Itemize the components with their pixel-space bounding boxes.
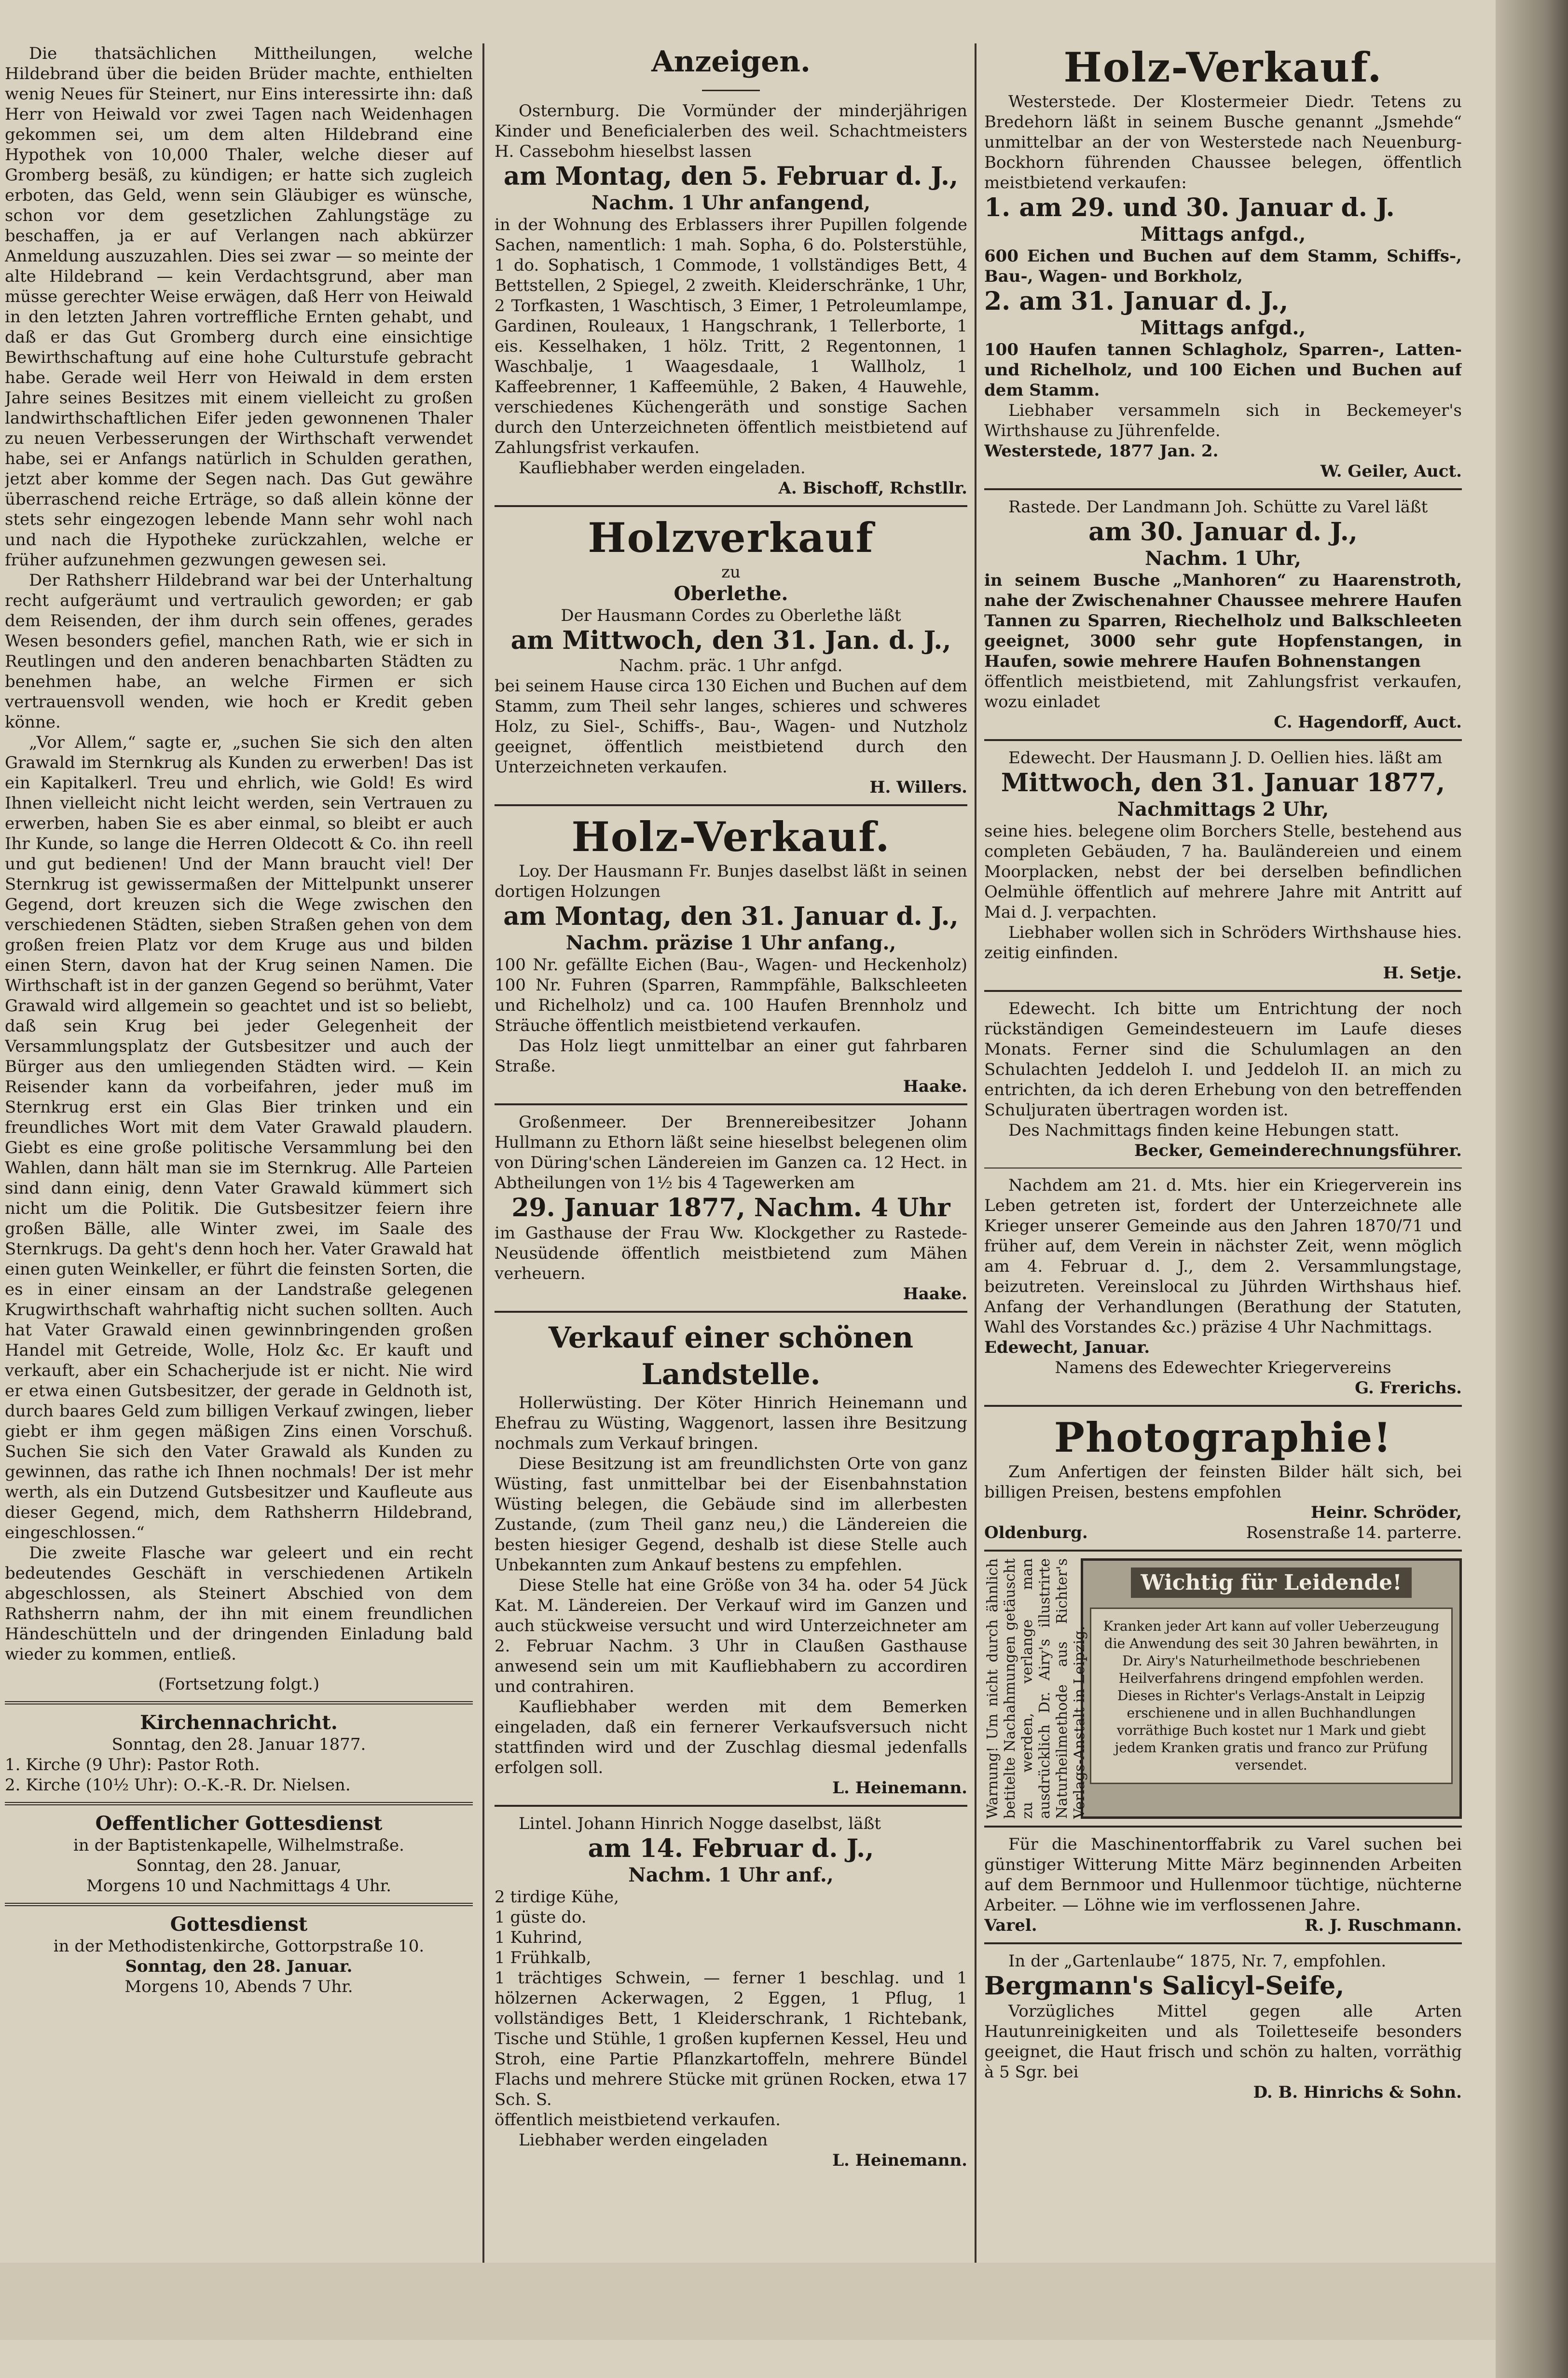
divider xyxy=(495,505,967,507)
ad-kriegerverein xyxy=(984,1175,1462,1398)
divider xyxy=(495,1103,967,1105)
ad-time: Nachm. 1 Uhr, xyxy=(1145,547,1301,570)
ad-place: Westerstede, 1877 Jan. 2. xyxy=(984,441,1219,461)
column-3 xyxy=(984,43,1462,2103)
ad-signature: Becker, Gemeinderechnungsführer. xyxy=(1134,1141,1462,1160)
ad-illustration-text: Kranken jeder Art kann auf voller Ueberzeugung die Anwendung des seit 30 Jahren bewährten, in Dr. Airy's Naturheilmethode beschriebenen Heilverfahrens dringend empfohlen werden. Dieses in Richter's Verlags-Anstalt in Leipzig erschienene und in allen Buchhandlungen vorräthige Buch kostet nur 1 Mark und giebt jedem Kranken gratis und franco zur Prüfung versendet. xyxy=(1090,1608,1453,1784)
divider xyxy=(495,804,967,806)
divider xyxy=(984,1405,1462,1407)
service-title: Gottesdienst xyxy=(170,1913,308,1936)
service-date: Sonntag, den 28. Januar, xyxy=(136,1856,342,1875)
ad-city: Oldenburg. xyxy=(984,1523,1088,1542)
ad-footer: Liebhaber werden eingeladen xyxy=(519,2131,768,2150)
ad-item: 1 Kuhrind, xyxy=(495,1928,583,1947)
ad-body: seine hies. belegene olim Borchers Stelle, bestehend aus completen Gebäuden, 7 ha. Bauländereien und einem Moorplacken, nebst der bei derselben befindlichen Oelmühle öffentlich auf mehrere Jahre mit Antritt auf Mai d. J. verpachten. xyxy=(984,822,1462,922)
divider xyxy=(984,1550,1462,1552)
ad-footer: öffentlich meistbietend, mit Zahlungsfrist verkaufen, wozu einladet xyxy=(984,672,1462,712)
divider xyxy=(495,1311,967,1313)
ad-body: in der Wohnung des Erblassers ihrer Pupillen folgende Sachen, namentlich: 1 mah. Sopha, 6 do. Polsterstühle, 1 do. Sophatisch, 1 Commode, 1 vollständiges Bett, 4 Bettstellen, 2 Spiegel, 2 zweith. Kleiderschränke, 1 Uhr, 2 Torfkasten, 1 Waschtisch, 3 Eimer, 1 Petroleumlampe, Gardinen, Rouleaux, 1 Hangschrank, 1 Tellerborte, 1 eis. Kesselhaken, 1 hölz. Tritt, 2 Regentonnen, 1 Waschbalje, 1 Waagesdaale, 1 Wallholz, 1 Kaffeebrenner, 1 Kaffeemühle, 2 Baken, 4 Hauwehle, verschiedenes Küchengeräth und sonstige Sachen durch den Unterzeichneten öffentlich meistbietend auf Zahlungsfrist verkaufen. xyxy=(495,215,967,457)
ad-photographie xyxy=(984,1414,1462,1543)
story-text xyxy=(5,43,473,1664)
service-title: Oeffentlicher Gottesdienst xyxy=(95,1812,383,1835)
ad-holzverkauf-oberlethe xyxy=(495,514,967,797)
ad-text: zu xyxy=(721,563,741,582)
ad-signature: L. Heinemann. xyxy=(832,1778,967,1798)
ad-text: Loy. Der Hausmann Fr. Bunjes daselbst läßt in seinen dortigen Holzungen xyxy=(495,862,967,901)
ad-headline: Holzverkauf xyxy=(588,514,874,562)
ad-signature: H. Willers. xyxy=(869,778,967,797)
service-notice-methodist xyxy=(5,1913,473,1997)
ad-item: 2 tirdige Kühe, xyxy=(495,1887,619,1907)
ad-body: Diese Stelle hat eine Größe von 34 ha. oder 54 Jück Kat. M. Ländereien. Der Verkauf wird im Ganzen und auch stückweise versucht und wird Unterzeichneter am 2. Februar Nachm. 3 Uhr in Claußen Gasthause anwesend sein um mit Kaufliebhabern zu accordiren und contrahiren. xyxy=(495,1576,967,1696)
ad-item: 1 Frühkalb, xyxy=(495,1948,591,1967)
ad-body: in seinem Busche „Manhoren“ zu Haarenstroth, nahe der Zwischenahner Chaussee mehrere Haufen Tannen zu Sparren, Riechelholz und Balkschleeten geeignet, 3000 sehr gute Hopfenstangen, in Haufen, sowie mehrere Haufen Bohnenstangen xyxy=(984,571,1462,671)
ad-signature: Heinr. Schröder, xyxy=(1310,1503,1462,1522)
ad-text: Hollerwüsting. Der Köter Hinrich Heinemann und Ehefrau zu Wüsting, Waggenort, lassen ihre Besitzung nochmals zum Verkauf bringen. xyxy=(495,1393,967,1453)
ad-date: 1. am 29. und 30. Januar d. J. xyxy=(984,193,1395,222)
ad-text: Edewecht. Ich bitte um Entrichtung der noch rückständigen Gemeindesteuern im Laufe dieses Monats. Ferner sind die Schulumlagen an den Schulachten Jeddeloh I. und Jeddeloh II. an mich zu entrichten, da ich deren Erhebung von den betreffenden Schuljuraten übertragen worden ist. xyxy=(984,999,1462,1120)
ad-place: Oberlethe. xyxy=(674,582,788,605)
ad-signature: G. Frerichs. xyxy=(1355,1378,1462,1398)
ad-text: Lintel. Johann Hinrich Nogge daselbst, läßt xyxy=(519,1814,881,1833)
ad-signature: D. B. Hinrichs & Sohn. xyxy=(1253,2083,1462,2102)
ad-time: Nachmittags 2 Uhr, xyxy=(1117,798,1329,821)
ad-illustration-title: Wichtig für Leidende! xyxy=(1131,1567,1411,1598)
ad-text: Nachdem am 21. d. Mts. hier ein Kriegerverein ins Leben getreten ist, fordert der Unterzeichnete alle Krieger unserer Gemeinde aus den Jahren 1870/71 und früher auf, dem Verein in nächster Zeit, wenn möglich am 4. Februar d. J., dem 2. Versammlungstage, beizutreten. Vereinslocal zu Jührden Wirthshaus hief. Anfang der Verhandlungen (Berathung der Statuten, Wahl des Vorstandes &c.) präzise 4 Uhr Nachmittags. xyxy=(984,1176,1462,1337)
ad-headline: Photographie! xyxy=(1054,1414,1392,1461)
ad-body: Kaufliebhaber werden mit dem Bemerken eingeladen, daß ein fernerer Verkaufsversuch nicht stattfinden wird und der Zuschlag diesmal jedenfalls erfolgen soll. xyxy=(495,1697,967,1777)
ad-body: bei seinem Hause circa 130 Eichen und Buchen auf dem Stamm, zum Theil sehr langes, schieres und schweres Holz, zu Siel-, Schiffs-, Bau-, Wagen- und Nutzholz geeignet, öffentlich meistbietend durch den Unterzeichneten verkaufen. xyxy=(495,676,967,777)
divider xyxy=(984,1942,1462,1944)
divider xyxy=(5,1701,473,1704)
ad-text: Der Hausmann Cordes zu Oberlethe läßt xyxy=(561,606,901,625)
column-1 xyxy=(5,43,473,1997)
ad-text: Für die Maschinentorffabrik zu Varel suchen bei günstiger Witterung Mitte März beginnenden Arbeiten auf dem Bernmoor und Hullenmoor tüchtige, nüchterne Arbeiter. — Löhne wie im verflossenen Jahre. xyxy=(984,1835,1462,1915)
ad-illustration xyxy=(1081,1558,1462,1819)
ad-city: Varel. xyxy=(984,1916,1037,1935)
ad-text: In der „Gartenlaube“ 1875, Nr. 7, empfohlen. xyxy=(1008,1952,1387,1971)
ad-text: Edewecht. Der Hausmann J. D. Oellien hies. läßt am xyxy=(1008,748,1443,768)
ad-text: Osternburg. Die Vormünder der minderjährigen Kinder und Beneficialerben des weil. Schachtmeisters H. Cassebohm hieselbst lassen xyxy=(495,101,967,161)
service-time: Morgens 10 und Nachmittags 4 Uhr. xyxy=(86,1876,392,1896)
ad-grossenmeer xyxy=(495,1112,967,1304)
church-notice-title: Kirchennachricht. xyxy=(140,1711,338,1734)
ad-footer: Kaufliebhaber werden eingeladen. xyxy=(519,458,806,478)
ad-headline: Verkauf einer schönen Landstelle. xyxy=(548,1321,914,1391)
ad-date: 29. Januar 1877, Nachm. 4 Uhr xyxy=(511,1193,950,1223)
service-notice-baptist xyxy=(5,1812,473,1896)
service-time: Morgens 10, Abends 7 Uhr. xyxy=(124,1977,353,1996)
ad-address: Rosenstraße 14. parterre. xyxy=(1246,1523,1462,1542)
ad-signature: L. Heinemann. xyxy=(832,2151,967,2170)
ad-date: am Mittwoch, den 31. Jan. d. J., xyxy=(510,626,951,655)
story-paragraph: Der Rathsherr Hildebrand war bei der Unterhaltung recht aufgeräumt und vertraulich geworden; er gab dem Reisenden, der ihm durch sein offenes, gerades Wesen besonders gefiel, manchen Rath, wie er sich in Reutlingen und den anderen benachbarten Städten zu benehmen habe, an welche Firmen er sich vertrauensvoll wenden, wie hoch er Kredit geben könne. xyxy=(5,571,473,732)
page-bottom-margin xyxy=(0,2263,1496,2340)
ad-text: Westerstede. Der Klostermeier Diedr. Tetens zu Bredehorn läßt in seinem Busche genannt „Jsmehde“ unmittelbar an der von Westerstede nach Neuenburg-Bockhorn führenden Chaussee belegen, öffentlich meistbietend verkaufen: xyxy=(984,92,1462,192)
ad-date: am Montag, den 5. Februar d. J., xyxy=(503,162,959,191)
ad-osternburg xyxy=(495,101,967,498)
ad-signature: R. J. Ruschmann. xyxy=(1305,1916,1462,1935)
ad-time: Nachm. 1 Uhr anfangend, xyxy=(591,192,871,214)
column-2 xyxy=(495,43,967,2171)
ad-time: Nachm. 1 Uhr anf., xyxy=(628,1864,834,1886)
ad-side-text: Warnung! Um nicht durch ähnlich betitelte Nachahmungen getäuscht zu werden, verlange man ausdrücklich Dr. Airy's illustrirte Naturheilmethode aus Richter's Verlags-Anstalt in Leipzig. xyxy=(984,1558,1088,1819)
church-notice-line: 1. Kirche (9 Uhr): Pastor Roth. xyxy=(5,1755,260,1774)
ad-footer: Das Holz liegt unmittelbar an einer gut fahrbaren Straße. xyxy=(495,1036,967,1076)
ad-date: am Montag, den 31. Januar d. J., xyxy=(503,902,959,931)
story-paragraph: Die zweite Flasche war geleert und ein recht bedeutendes Geschäft in verschiedenen Artikeln abgeschlossen, als Steinert Abschied von dem Rathsherrn nahm, der ihn mit einem freundlichen Händeschütteln und der dringenden Einladung bald wieder zu kommen, entließ. xyxy=(5,1543,473,1664)
ad-item: 1 trächtiges Schwein, — ferner 1 beschlag. und 1 hölzernen Ackerwagen, 2 Eggen, 1 Pflug, 1 vollständiges Bett, 1 Kleiderschrank, 1 Richtebank, Tische und Stühle, 1 großen kupfernen Kessel, Heu und Stroh, eine Partie Pflanzkartoffeln, mehrere Bündel Flachs und mehrere Stücke mit grünen Rocken, etwa 17 Sch. S. xyxy=(495,1968,967,2109)
ad-headline: Holz-Verkauf. xyxy=(571,813,891,861)
ad-date: am 14. Februar d. J., xyxy=(588,1834,874,1863)
divider xyxy=(984,990,1462,992)
story-paragraph: „Vor Allem,“ sagte er, „suchen Sie sich den alten Grawald im Sternkrug als Kunden zu erwerben! Das ist ein Kapitalkerl. Treu und ehrlich, wie Gold! Es wird Ihnen vielleicht nicht leicht werden, sein Vertrauen zu erwerben, haben Sie es aber einmal, so bleibt er auch Ihr Kunde, so lange die Herren Oldecott & Co. ihn reell und gut bedienen! Und der Mann braucht viel! Der Sternkrug ist gewissermaßen der Mittelpunkt unserer Gegend, dort kreuzen sich die Wege zwischen den verschiedenen Städten, sieben Straßen gehen von dem großen freien Platz vor dem Kruge aus und bilden einen Stern, davon hat der Krug seinen Namen. Die Wirthschaft ist in der ganzen Gegend so berühmt, Vater Grawald wird allgemein so geachtet und ist so beliebt, daß sein Krug bei jeder Gelegenheit der Versammlungsplatz der Gutsbesitzer und auch der Bürger aus den umliegenden Städten wird. — Kein Reisender kann da vorbeifahren, jeder muß im Sternkrug erst ein Glas Bier trinken und ein freundliches Wort mit dem Vater Grawald plaudern. Giebt es eine große politische Versammlung bei den Wahlen, dann hält man sie im Sternkrug. Alle Parteien sind dann einig, denn Vater Grawald kümmert sich nicht um die Politik. Die Gutsbesitzer feiern ihre großen Bälle, alle Winter zwei, im Saale des Sternkrugs. Da geht's denn hoch her. Vater Grawald hat einen guten Weinkeller, er führt die feinsten Sorten, die es in einer einsam an der Landstraße gelegenen Krugwirthschaft wahrhaftig nicht suchen sollten. Auch hat Vater Grawald einen gewinnbringenden großen Handel mit Getreide, Wolle, Holz &c. Er kauft und verkauft, aber ein Schacherjude ist er nicht. Nie wird er etwa einen Gutsbesitzer, der gerade in Geldnoth ist, durch baares Geld zum billigen Verkauf zwingen, lieber giebt er ihm gegen mäßigen Zins einen Vorschuß. Suchen Sie sich den Vater Grawald als Kunden zu gewinnen, das rathe ich Ihnen nochmals! Der ist mehr werth, als ein Dutzend Gutsbesitzer und Kaufleute aus dieser Gegend, mich, dem Rathsherrn Hildebrand, eingeschlossen.“ xyxy=(5,733,473,1542)
ad-place: Edewecht, Januar. xyxy=(984,1338,1150,1357)
ad-footer: Namens des Edewechter Kriegervereins xyxy=(1055,1358,1391,1377)
ad-text: Großenmeer. Der Brennereibesitzer Johann Hullmann zu Ethorn läßt seine hieselbst belegenen olim von Düring'schen Ländereien im Ganzen ca. 12 Hect. in Abtheilungen von 1½ bis 4 Tagewerken am xyxy=(495,1113,967,1193)
ad-rastede xyxy=(984,497,1462,732)
ad-maschinentorf xyxy=(984,1834,1462,1936)
divider xyxy=(984,739,1462,741)
ad-time: Mittags anfgd., xyxy=(1140,223,1306,246)
ad-signature: C. Hagendorff, Auct. xyxy=(1274,713,1462,732)
ad-body: Diese Besitzung ist am freundlichsten Orte von ganz Wüsting, fast unmittelbar bei der Eisenbahnstation Wüsting belegen, die Gebäude sind im allerbesten Zustande, (zum Theil ganz neu,) die Ländereien die besten hiesiger Gegend, deshalb ist diese Stelle auch Unbekannten zum Ankauf bestens zu empfehlen. xyxy=(495,1454,967,1575)
ad-body: 600 Eichen und Buchen auf dem Stamm, Schiffs-, Bau-, Wagen- und Borkholz, xyxy=(984,247,1462,286)
ad-lintel xyxy=(495,1814,967,2171)
ad-date: Mittwoch, den 31. Januar 1877, xyxy=(1001,768,1445,797)
ad-time: Mittags anfgd., xyxy=(1140,316,1306,339)
service-date: Sonntag, den 28. Januar. xyxy=(125,1957,353,1976)
ad-footer: Liebhaber versammeln sich in Beckemeyer's Wirthshause zu Jührenfelde. xyxy=(984,401,1462,440)
section-header: Anzeigen. xyxy=(651,45,811,79)
ad-signature: H. Setje. xyxy=(1383,963,1462,983)
story-paragraph: Die thatsächlichen Mittheilungen, welche Hildebrand über die beiden Brüder machte, enthielten wenig Neues für Steinert, nur Eins interessirte ihn: daß Herr von Heiwald vor zwei Tagen nach Weidenhagen gekommen sei, um dem alten Hildebrand eine Hypothek von 10,000 Thaler, welche dieser auf Gromberg besäß, zu kündigen; er hatte sich zugleich erboten, das Geld, wenn sein Gläubiger es wünsche, schon vor dem gesetzlichen Zahlungstäge zu beschaffen, ja er auf Verlangen nach abkürzer Anmeldung auszuzahlen. Dies sei zwar — so meinte der alte Hildebrand — kein Verdachtsgrund, aber man müsse gerechter Weise erwägen, daß Herr von Heiwald in den letzten Jahren vortreffliche Ernten gehabt, und daß er das Gut Gromberg durch eine einsichtige Bewirthschaftung auf eine hohe Culturstufe gebracht habe. Gerade weil Herr von Heiwald in dem ersten Jahre seines Besitzes mit einem vielleicht zu großen landwirthschaftlichen Eifer jeden gewonnenen Thaler zu neuen Verbesserungen der Wirthschaft verwendet habe, sei er Anfangs natürlich in Schulden gerathen, jetzt aber komme der Segen nach. Das Gut gewähre überraschend reiche Erträge, so daß allein könne der stets sehr eingezogen lebende Mann sehr wohl nach und nach die Hypotheke zurückzahlen, welche er früher aufzunehmen gezwungen gewesen sei. xyxy=(5,44,473,570)
ad-headline: Holz-Verkauf. xyxy=(1063,43,1383,91)
divider xyxy=(5,1903,473,1906)
ad-signature: W. Geiler, Auct. xyxy=(1320,462,1462,481)
ad-headline: Bergmann's Salicyl-Seife, xyxy=(984,1971,1345,2001)
ad-holz-verkauf-loy xyxy=(495,813,967,1097)
ad-signature: A. Bischoff, Rchstllr. xyxy=(778,479,967,498)
ad-airy-naturheilmethode xyxy=(984,1558,1462,1819)
ad-date: am 30. Januar d. J., xyxy=(1088,517,1358,547)
church-notice-line: 2. Kirche (10½ Uhr): O.-K.-R. Dr. Nielsen. xyxy=(5,1775,351,1795)
church-notice xyxy=(5,1711,473,1795)
ad-landstelle xyxy=(495,1320,967,1798)
ad-footer: öffentlich meistbietend verkaufen. xyxy=(495,2110,781,2130)
ad-text: Rastede. Der Landmann Joh. Schütte zu Varel läßt xyxy=(1008,497,1428,517)
divider xyxy=(984,488,1462,490)
continuation-note: (Fortsetzung folgt.) xyxy=(158,1675,320,1694)
page-fold-shadow xyxy=(1496,0,1568,2378)
ad-salicyl-seife xyxy=(984,1951,1462,2103)
ad-date: 2. am 31. Januar d. J., xyxy=(984,287,1289,316)
ad-body: Des Nachmittags finden keine Hebungen statt. xyxy=(1008,1121,1400,1140)
ad-item: 1 güste do. xyxy=(495,1908,587,1927)
ad-signature: Haake. xyxy=(903,1077,967,1096)
ad-edewecht-oellien xyxy=(984,748,1462,983)
column-rule xyxy=(482,43,484,2263)
ad-time: Nachm. präc. 1 Uhr anfgd. xyxy=(619,656,843,675)
service-place: in der Methodistenkirche, Gottorpstraße 10. xyxy=(53,1937,425,1956)
church-notice-date: Sonntag, den 28. Januar 1877. xyxy=(111,1735,366,1754)
divider xyxy=(5,1802,473,1805)
ad-text: Zum Anfertigen der feinsten Bilder hält sich, bei billigen Preisen, bestens empfohlen xyxy=(984,1462,1462,1502)
ad-time: Nachm. präzise 1 Uhr anfang., xyxy=(565,932,896,954)
divider xyxy=(984,1826,1462,1828)
divider xyxy=(702,90,760,91)
ad-body: Vorzügliches Mittel gegen alle Arten Hautunreinigkeiten und als Toiletteseife besonders geeignet, die Haut frisch und schön zu halten, vorräthig à 5 Sgr. bei xyxy=(984,2002,1462,2082)
ad-holz-verkauf-westerstede xyxy=(984,43,1462,481)
column-rule xyxy=(975,43,977,2263)
ad-footer: Liebhaber wollen sich in Schröders Wirthshause hies. zeitig einfinden. xyxy=(984,923,1462,962)
service-place: in der Baptistenkapelle, Wilhelmstraße. xyxy=(73,1836,404,1855)
ad-signature: Haake. xyxy=(903,1284,967,1304)
ad-body: im Gasthause der Frau Ww. Klockgether zu Rastede-Neusüdende öffentlich meistbietend zum Mähen verheuern. xyxy=(495,1223,967,1283)
ad-edewecht-steuern xyxy=(984,999,1462,1161)
divider xyxy=(495,1805,967,1807)
ad-body: 100 Haufen tannen Schlagholz, Sparren-, Latten- und Richelholz, und 100 Eichen und Buchen auf dem Stamm. xyxy=(984,340,1462,400)
ad-body: 100 Nr. gefällte Eichen (Bau-, Wagen- und Heckenholz) 100 Nr. Fuhren (Sparren, Rammpfähle, Balkschleeten und Richelholz) und ca. 100 Haufen Brennholz und Sträuche öffentlich meistbietend verkaufen. xyxy=(495,955,967,1035)
